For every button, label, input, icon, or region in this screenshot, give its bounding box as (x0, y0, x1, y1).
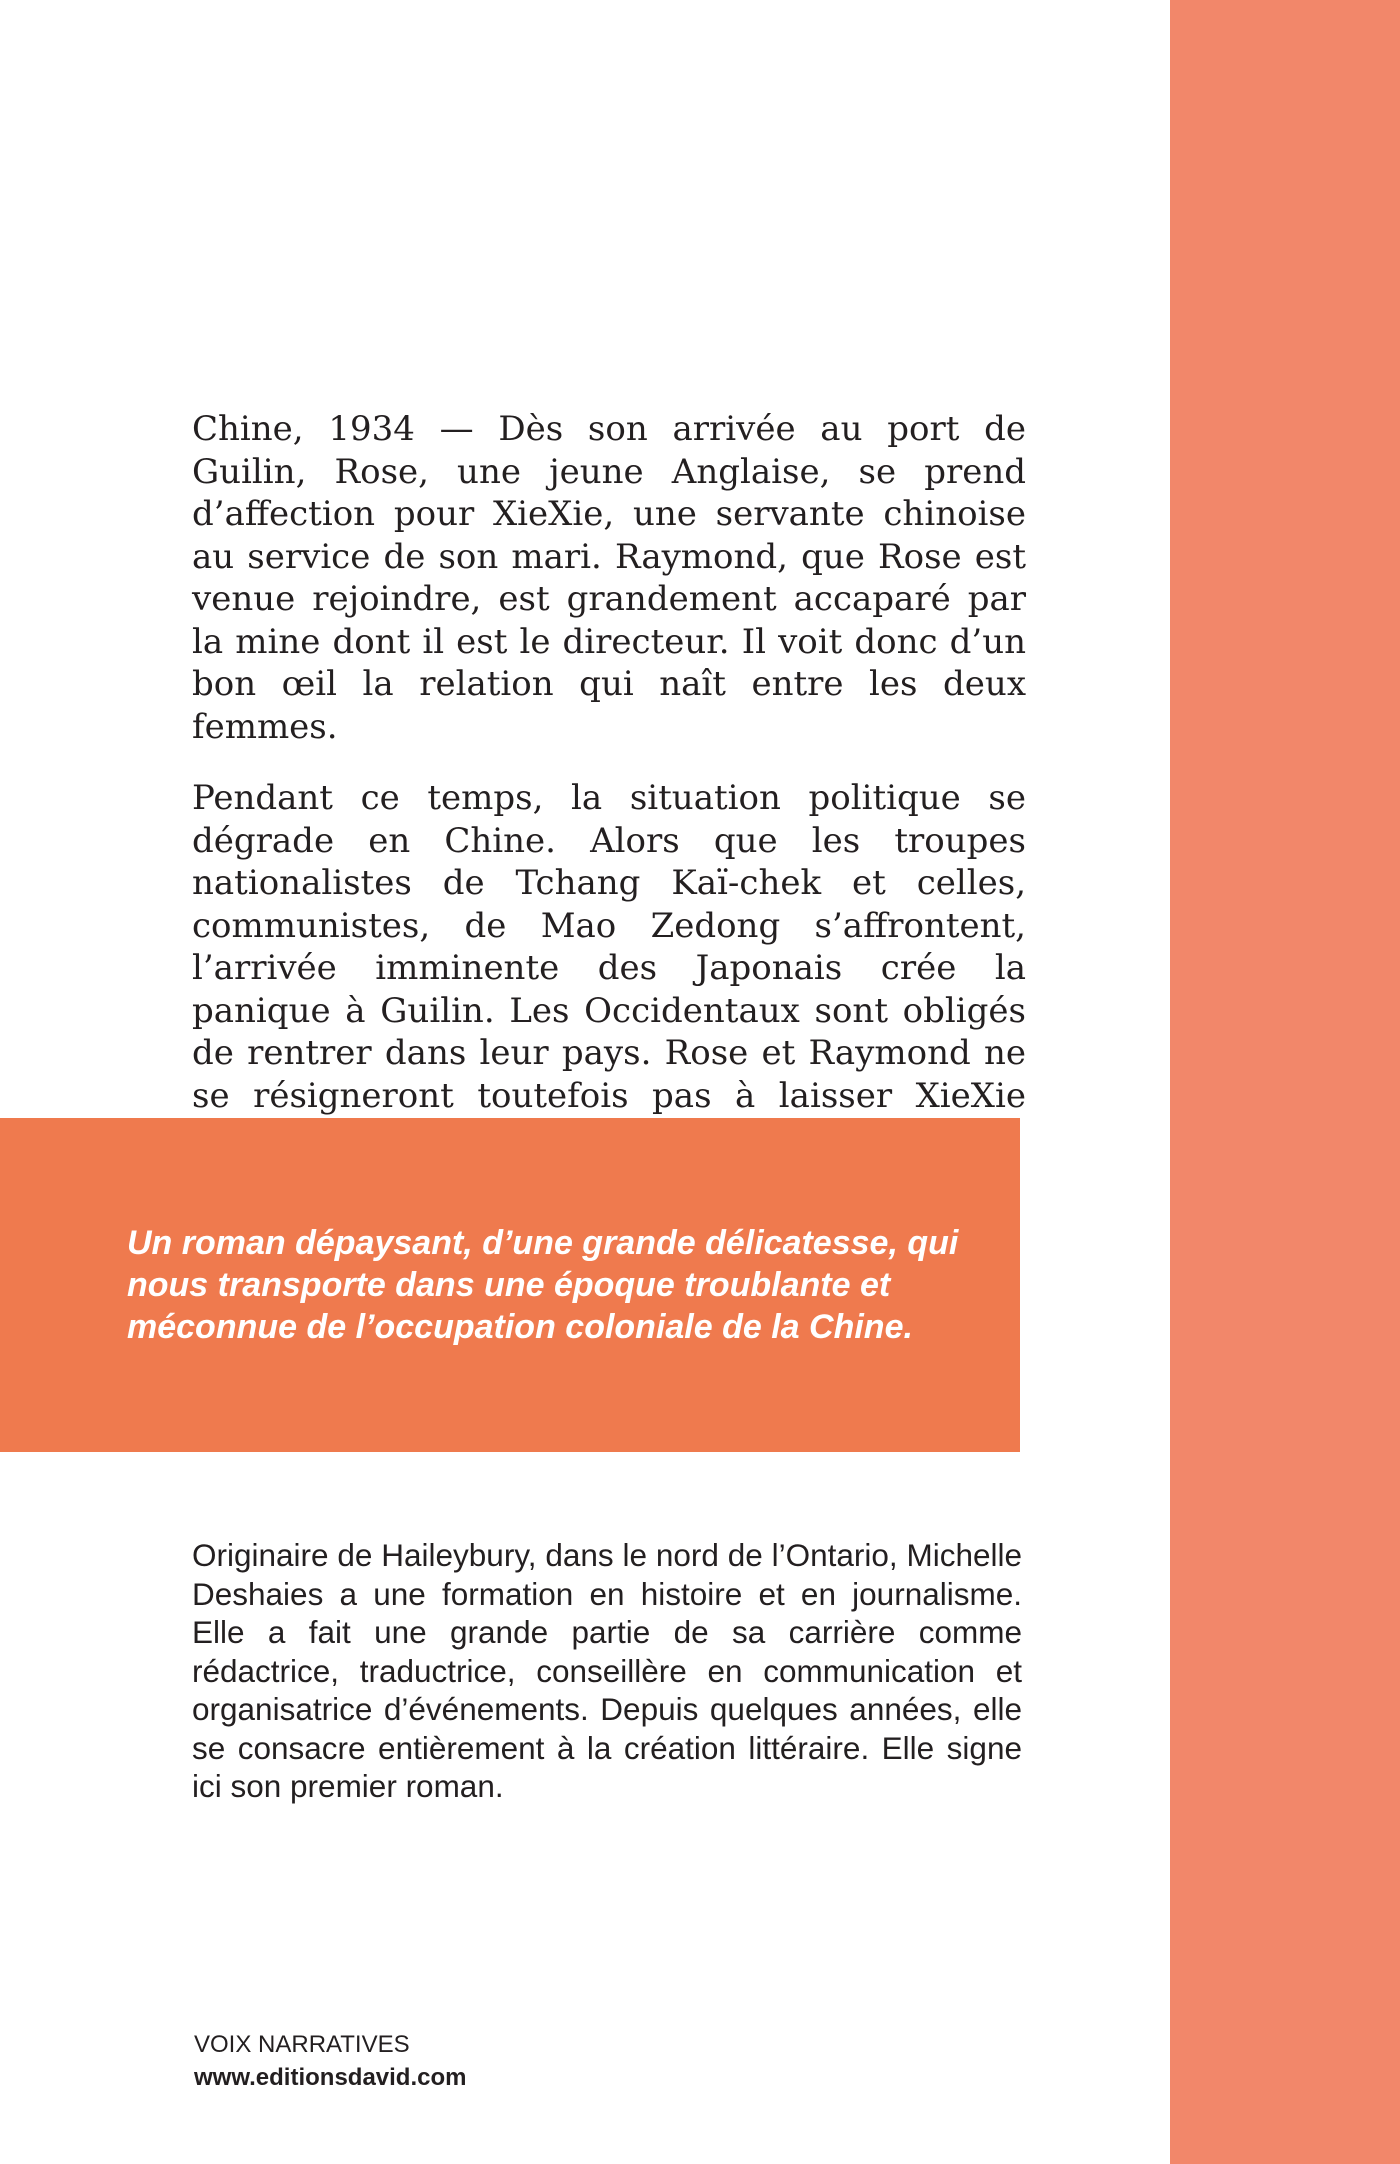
spine-color-band (1170, 0, 1400, 2164)
imprint (194, 2028, 466, 2094)
publisher-website: www.editionsdavid.com (194, 2064, 467, 2091)
pull-quote: Un roman dépaysant, d’une grande délicatesse, qui nous transporte dans une époque troublante et méconnue de l’occupation coloniale de la Chine. (127, 1224, 959, 1346)
synopsis-paragraph-2: Pendant ce temps, la situation politique se dégrade en Chine. Alors que les troupes nationalistes de Tchang Kaï-chek et celles, communistes, de Mao Zedong s’affrontent, l’arrivée imminente des Japonais crée la panique à Guilin. Les Occidentaux sont obligés de rentrer dans leur pays. Rose et Raymond ne se résigneront toutefois pas à laisser XieXie (192, 778, 1026, 1116)
synopsis-paragraph-1: Chine, 1934 — Dès son arrivée au port de Guilin, Rose, une jeune Anglaise, se prend d’affection pour XieXie, une servante chinoise au service de son mari. Raymond, que Rose est venue rejoindre, est grandement accaparé par la mine dont il est le directeur. Il voit donc d’un bon œil la relation qui naît entre les deux femmes. (192, 409, 1026, 747)
author-bio: Originaire de Haileybury, dans le nord de l’Ontario, Michelle Deshaies a une formation en histoire et en journalisme. Elle a fait une grande partie de sa carrière comme rédactrice, traductrice, conseillère en communication et organisatrice d’événements. Depuis quelques années, elle se consacre entièrement à la création littéraire. Elle signe ici son premier roman. (192, 1537, 1022, 1804)
collection-name: VOIX NARRATIVES (194, 2031, 410, 2058)
synopsis (192, 408, 1026, 1189)
